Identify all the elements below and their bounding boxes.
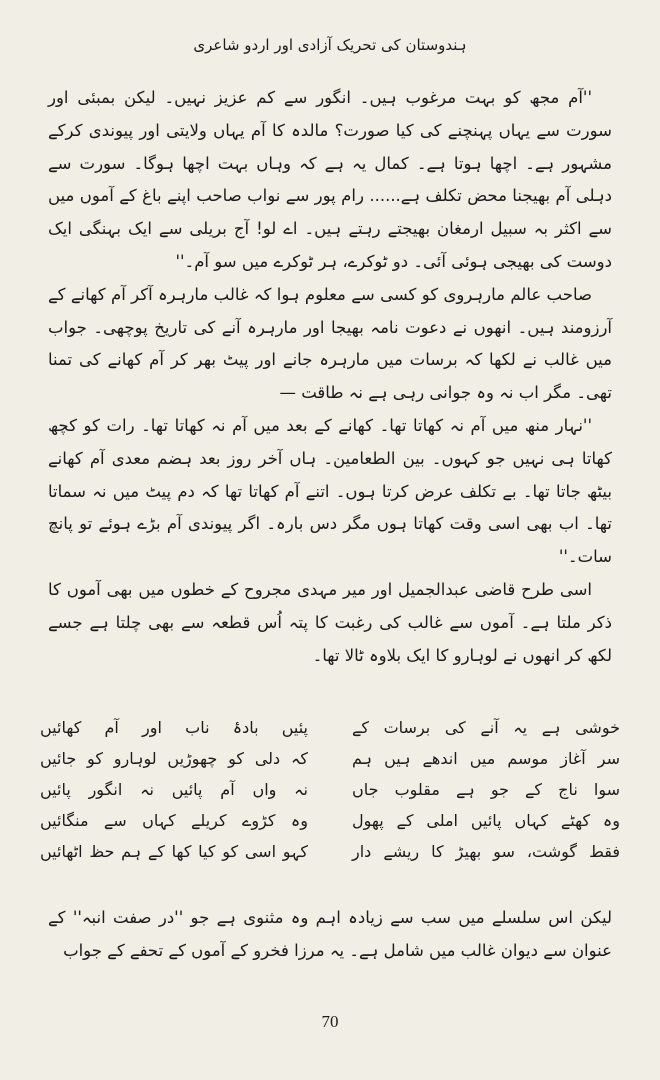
verse-line: سوا ناج کے جو ہے مقلوب جاں: [352, 780, 620, 799]
body-text: [48, 82, 612, 672]
narrative-paragraph: صاحب عالم مارہروی کو کسی سے معلوم ہوا کہ غالب مارہرہ آکر آم کھانے کے آرزومند ہیں۔ انھوں نے دعوت نامہ بھیجا اور مارہرہ آنے کی تاریخ پوچھی۔ جواب میں غالب نے لکھا کہ برسات میں مارہرہ جانے اور پیٹ بھر کر آم کھانے کی تمنا تھی۔ مگر اب نہ وہ جوانی رہی ہے نہ طاقت —: [48, 284, 612, 403]
verse-line: وہ کڑوے کریلے کہاں سے منگائیں: [40, 811, 308, 830]
running-head: ہندوستان کی تحریک آزادی اور اردو شاعری: [193, 36, 467, 54]
quoted-letter-paragraph: ''نہار منھ میں آم نہ کھاتا تھا۔ کھانے کے بعد میں آم نہ کھاتا تھا۔ رات کو کچھ کھاتا ہی نہیں جو کہوں۔ بین الطعامین۔ ہاں آخر روز بعد ہضم معدی آم کھانے بیٹھ جاتا تھا۔ بے تکلف عرض کرتا ہوں۔ اتنے آم کھاتا تھا کہ دم پیٹ میں نہ سماتا تھا۔ اب بھی اسی وقت کھاتا ہوں مگر دس بارہ۔ اگر پیوندی آم بڑے ہوئے تو پانچ سات۔'': [48, 415, 612, 567]
verse-line: پئیں بادۂ ناب اور آم کھائیں: [40, 718, 308, 737]
closing-text: [48, 902, 612, 968]
verse-line: کہو اسی کو کیا کھا کے ہم حظ اٹھائیں: [40, 842, 308, 861]
verse-line: وہ کھٹے کہاں پائیں املی کے پھول: [352, 811, 620, 830]
page-number: 70: [321, 1012, 339, 1031]
verse-line: خوشی ہے یہ آنے کی برسات کے: [352, 718, 620, 737]
narrative-paragraph: اسی طرح قاضی عبدالجمیل اور میر مہدی مجروح کے خطوں میں بھی آموں کا ذکر ملتا ہے۔ آموں سے غالب کی رغبت کا پتہ اُس قطعہ سے بھی چلتا ہے جسے لکھ کر انھوں نے لوہارو کا ایک بلاوہ ٹالا تھا۔: [48, 579, 612, 665]
closing-paragraph: لیکن اس سلسلے میں سب سے زیادہ اہم وہ مثنوی ہے جو ''در صفت انبہ'' کے عنوان سے دیوان غالب میں شامل ہے۔ یہ مرزا فخرو کے آموں کے تحفے کے جواب: [48, 908, 612, 960]
verse-line: سر آغاز موسم میں اندھے ہیں ہم: [352, 749, 620, 768]
verse-left-column: [40, 712, 308, 867]
verse-line: فقط گوشت، سو بھیڑ کا ریشے دار: [352, 842, 620, 861]
verse-right-column: [352, 712, 620, 867]
quoted-letter-paragraph: ''آم مجھ کو بہت مرغوب ہیں۔ انگور سے کم عزیز نہیں۔ لیکن بمبئی اور سورت سے یہاں پہنچنے کی کیا صورت؟ مالدہ کا آم یہاں ولایتی اور پیوندی کرکے مشہور ہے۔ اچھا ہوتا ہے۔ کمال یہ ہے کہ وہاں بہت اچھا ہوگا۔ سورت سے دہلی آم بھیجنا محض تکلف ہے...... رام پور سے نواب صاحب اپنے باغ کے آموں میں سے اکثر بہ سبیل ارمغان بھیجتے رہتے ہیں۔ اے لو! آج بریلی سے ایک بہنگی ایک دوست کی بھیجی ہوئی آئی۔ دو ٹوکرے، ہر ٹوکرے میں سو آم۔'': [48, 88, 612, 271]
verse-line: نہ واں آم پائیں نہ انگور پائیں: [40, 780, 308, 799]
verse-line: کہ دلی کو چھوڑیں لوہارو کو جائیں: [40, 749, 308, 768]
verse-block: [40, 712, 620, 867]
